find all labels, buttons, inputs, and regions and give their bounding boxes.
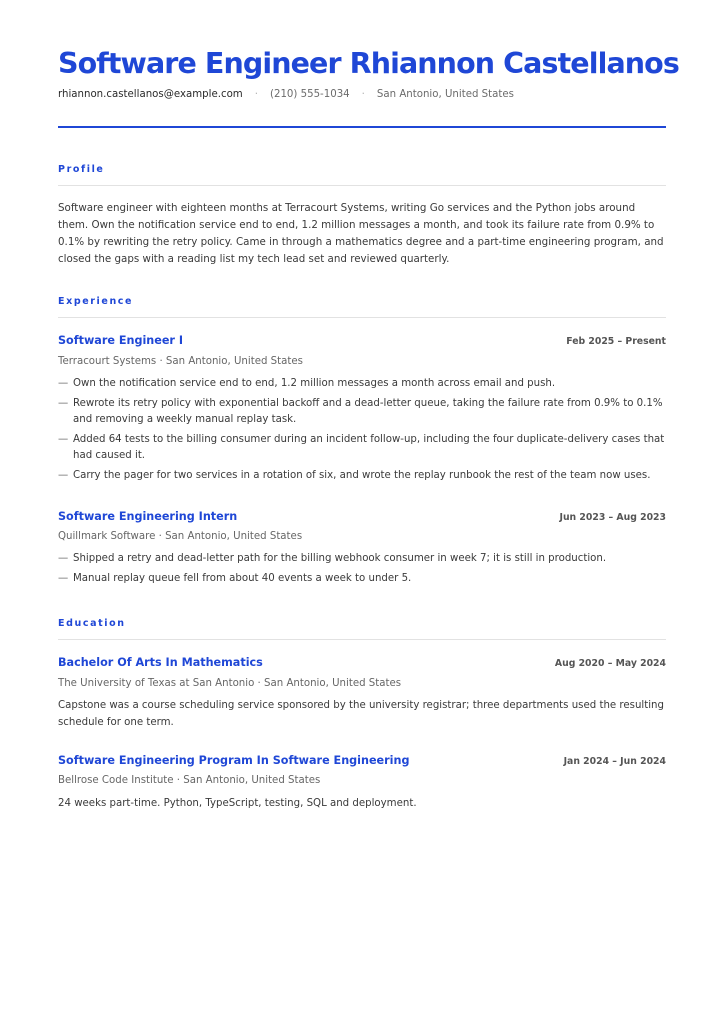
dash-marker: — [58, 572, 69, 584]
experience-divider [58, 317, 666, 318]
job-bullets [58, 376, 666, 487]
list-item [58, 376, 666, 393]
bullet-text: Added 64 tests to the billing consumer during an incident follow-up, including the four duplicate-delivery cases that had caused it. [73, 433, 665, 461]
list-item [58, 432, 666, 465]
dash-marker: — [58, 553, 69, 564]
profile-summary: Software engineer with eighteen months at Terracourt Systems, writing Go services and the Python jobs around them. Own the notification service end to end, 1.2 million messages a month, and took its failure rate from 0.9% to 0.1% by rewriting the retry policy. Came in through a mathematics degree and a part-time engineering program, and closed the gaps with a reading list my tech lead set and reviewed quarterly. [58, 202, 664, 265]
job-dates: Feb 2025 – Present [566, 336, 666, 347]
school-name: The University of Texas at San Antonio · San Antonio, United States [58, 678, 402, 689]
education-divider [58, 639, 666, 640]
phone-text: (210) 555-1034 [269, 89, 350, 100]
bullet-text: Rewrote its retry policy with exponential backoff and a dead-letter queue, taking the failure rate from 0.9% to 0.1% and removing a weekly manual replay task. [73, 397, 663, 425]
profile-heading: Profile [58, 164, 105, 175]
job-dates: Jun 2023 – Aug 2023 [559, 512, 666, 523]
dash-marker: — [58, 433, 69, 445]
education-heading: Education [58, 618, 126, 629]
list-item [58, 551, 666, 568]
degree-dates: Jan 2024 – Jun 2024 [563, 756, 666, 767]
degree-description: Capstone was a course scheduling service sponsored by the university registrar; three departments used the resulting schedule for one term. [58, 700, 664, 728]
dash-marker: — [58, 397, 69, 409]
contact-separator: · [254, 89, 258, 100]
school-name: Bellrose Code Institute · San Antonio, United States [58, 775, 321, 786]
job-bullets [58, 551, 666, 590]
experience-heading: Experience [58, 296, 134, 307]
bullet-text: Manual replay queue fell from about 40 events a week to under 5. [73, 572, 412, 584]
job-organization: Quillmark Software · San Antonio, United States [58, 531, 303, 542]
location-text: San Antonio, United States [376, 89, 514, 100]
job-title: Software Engineering Intern [58, 510, 238, 523]
email-text: rhiannon.castellanos@example.com [58, 89, 243, 100]
candidate-name: Software Engineer Rhiannon Castellanos [58, 47, 679, 80]
header-divider [58, 126, 666, 128]
bullet-text: Shipped a retry and dead-letter path for the billing webhook consumer in week 7; it is still in production. [73, 553, 607, 564]
list-item [58, 468, 666, 485]
list-item [58, 396, 666, 429]
job-title: Software Engineer I [58, 334, 184, 347]
dash-marker: — [58, 469, 69, 481]
degree-title: Bachelor Of Arts In Mathematics [58, 656, 263, 669]
degree-description: 24 weeks part-time. Python, TypeScript, testing, SQL and deployment. [58, 798, 417, 809]
degree-dates: Aug 2020 – May 2024 [554, 658, 666, 669]
contact-line [58, 88, 666, 102]
job-organization: Terracourt Systems · San Antonio, United States [58, 356, 303, 367]
dash-marker: — [58, 378, 69, 389]
contact-separator: · [361, 89, 365, 100]
list-item [58, 571, 666, 588]
profile-divider [58, 185, 666, 186]
bullet-text: Carry the pager for two services in a rotation of six, and wrote the replay runbook the rest of the team now uses. [73, 469, 651, 481]
bullet-text: Own the notification service end to end, 1.2 million messages a month across email and push. [73, 378, 556, 389]
degree-title: Software Engineering Program In Software Engineering [58, 754, 410, 767]
